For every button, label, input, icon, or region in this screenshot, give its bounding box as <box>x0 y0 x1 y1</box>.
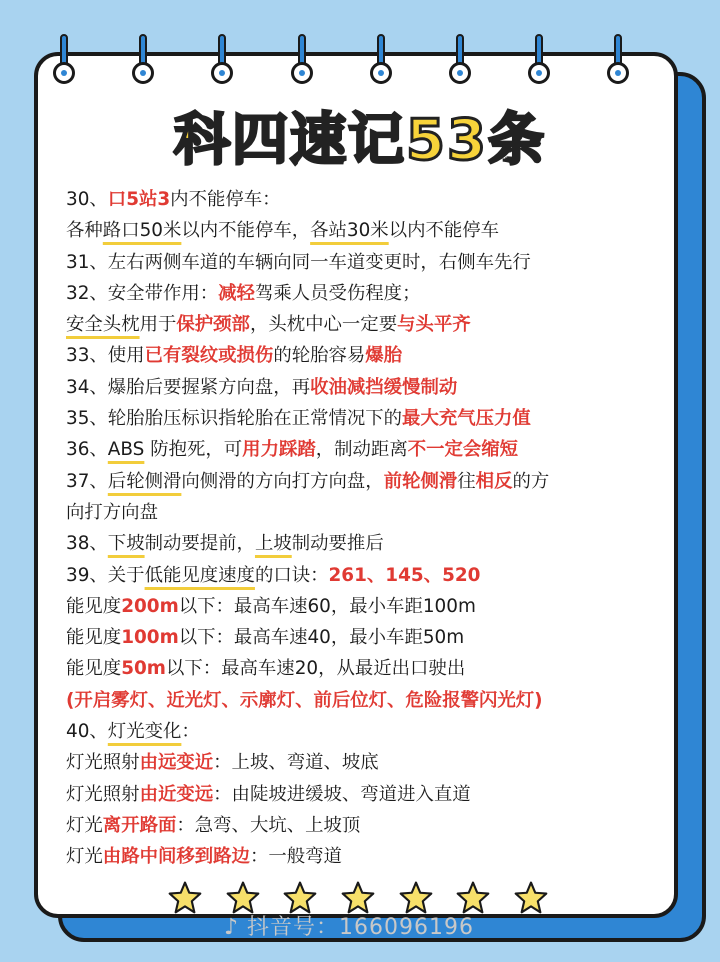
note-text: 能见度 <box>66 658 122 680</box>
underlined-text: 上坡 <box>254 533 292 555</box>
note-text: 灯光照射 <box>66 752 140 774</box>
highlight-text: 相反 <box>475 470 513 492</box>
note-text: ：急弯、大坑、上坡顶 <box>176 814 361 836</box>
note-text: 37、 <box>66 470 108 492</box>
binder-ring-icon <box>211 34 233 88</box>
note-text: 38、 <box>66 533 108 555</box>
binder-ring-icon <box>132 34 154 88</box>
note-text: 以内不能停车 <box>388 220 500 242</box>
highlight-text: 最大充气压力值 <box>402 408 531 430</box>
note-line <box>66 653 670 684</box>
note-text: 灯光 <box>66 814 103 836</box>
note-line <box>66 309 670 340</box>
note-text: ，制动距离 <box>315 439 408 461</box>
star-icon <box>168 880 202 914</box>
binder-ring-icon <box>291 34 313 88</box>
note-text: ：一般弯道 <box>249 846 342 868</box>
note-line <box>66 278 670 309</box>
note-line <box>66 622 670 653</box>
note-text: 33、使用 <box>66 345 145 367</box>
underlined-text: ABS <box>107 439 145 461</box>
note-text: 35、轮胎胎压标识指轮胎在正常情况下的 <box>66 408 403 430</box>
note-line <box>66 184 670 215</box>
note-text: ：由陡坡进缓坡、弯道进入直道 <box>213 783 471 805</box>
binder-ring-icon <box>370 34 392 88</box>
note-text: 的方 <box>512 470 550 492</box>
highlight-text: 与头平齐 <box>397 314 471 336</box>
note-line <box>66 747 670 778</box>
note-text: 用于 <box>139 314 177 336</box>
note-line <box>66 779 670 810</box>
note-line <box>66 716 670 747</box>
note-line <box>66 685 670 716</box>
underlined-text: 下坡 <box>107 533 145 555</box>
note-text: 的轮胎容易 <box>273 345 366 367</box>
notes-list <box>66 184 670 873</box>
note-text: 以下：最高车速60，最小车距100m <box>178 595 476 617</box>
watermark-text: 抖音号：166096196 <box>247 915 475 940</box>
note-line <box>66 528 670 559</box>
highlight-text: 由近变远 <box>139 783 214 805</box>
note-line <box>66 560 670 591</box>
note-text: ： <box>181 721 200 743</box>
page-title: 科四速记53条 <box>174 108 546 173</box>
note-text: 往 <box>457 470 476 492</box>
star-icon <box>341 880 375 914</box>
binder-ring-icon <box>607 34 629 88</box>
note-text: 向打方向盘 <box>66 501 158 523</box>
note-text: 各种 <box>66 220 103 242</box>
binder-ring-icon <box>449 34 471 88</box>
note-line <box>66 247 670 278</box>
binder-ring-icon <box>528 34 550 88</box>
star-icon <box>514 880 548 914</box>
highlight-text: 200m <box>121 595 179 617</box>
note-text: 40、 <box>66 721 108 743</box>
note-text: 的口诀： <box>254 564 329 586</box>
note-text: 39、关于 <box>66 564 145 586</box>
highlight-text: 由远变近 <box>139 752 214 774</box>
note-text: 以内不能停车， <box>181 220 311 242</box>
underlined-text: 路口50米 <box>102 220 182 242</box>
highlight-text: 爆胎 <box>365 345 403 367</box>
note-line <box>66 497 670 528</box>
tiktok-icon: ♪ <box>224 915 248 940</box>
note-text: 以下：最高车速40，最小车距50m <box>178 627 465 649</box>
highlight-text: 前轮侧滑 <box>383 470 458 492</box>
note-line <box>66 215 670 246</box>
highlight-text: 261、145、520 <box>328 564 481 586</box>
note-line <box>66 810 670 841</box>
highlight-text: 用力踩踏 <box>242 439 316 461</box>
note-text: ，头枕中心一定要 <box>249 314 398 336</box>
underlined-text: 后轮侧滑 <box>107 470 182 492</box>
note-text: 制动要提前， <box>144 533 255 555</box>
highlight-text: 收油减挡缓慢制动 <box>310 376 458 398</box>
note-text: 灯光 <box>66 846 103 868</box>
note-text: 以下：最高车速20，从最近出口驶出 <box>165 658 466 680</box>
highlight-text: 50m <box>121 658 166 680</box>
note-line <box>66 591 670 622</box>
star-icon <box>456 880 490 914</box>
note-text: 34、爆胎后要握紧方向盘，再 <box>66 376 311 398</box>
note-text: 32、安全带作用： <box>66 282 219 304</box>
note-line <box>66 403 670 434</box>
highlight-text: 减轻 <box>218 282 255 304</box>
highlight-text: 离开路面 <box>102 814 177 836</box>
note-line <box>66 434 670 465</box>
watermark <box>224 910 474 941</box>
note-text: 30、 <box>66 189 108 210</box>
note-text: 能见度 <box>66 595 122 617</box>
highlight-text: 100m <box>121 627 179 649</box>
highlight-text: 口5站3 <box>107 189 171 210</box>
highlight-text: 保护颈部 <box>176 314 250 336</box>
note-line <box>66 466 670 497</box>
underlined-text: 安全头枕 <box>66 314 140 336</box>
star-icon <box>283 880 317 914</box>
note-text: 灯光照射 <box>66 783 140 805</box>
note-line <box>66 340 670 371</box>
note-text: ：上坡、弯道、坡底 <box>213 752 379 774</box>
highlight-text: (开启雾灯、近光灯、示廓灯、前后位灯、危险报警闪光灯) <box>66 689 543 711</box>
note-text: 制动要推后 <box>291 533 384 555</box>
note-text: 能见度 <box>66 627 122 649</box>
note-text: 驾乘人员受伤程度； <box>254 282 421 304</box>
note-text: 向侧滑的方向打方向盘， <box>181 470 384 492</box>
star-icon <box>226 880 260 914</box>
note-text: 36、 <box>66 439 108 461</box>
underlined-text: 灯光变化 <box>107 721 182 743</box>
underlined-text: 低能见度速度 <box>144 564 255 586</box>
binder-ring-icon <box>53 34 75 88</box>
highlight-text: 已有裂纹或损伤 <box>144 345 274 367</box>
note-text: 31、左右两侧车道的车辆向同一车道变更时，右侧车先行 <box>66 251 531 273</box>
highlight-text: 不一定会缩短 <box>407 439 519 461</box>
highlight-text: 由路中间移到路边 <box>102 846 250 868</box>
note-line <box>66 841 670 872</box>
note-line <box>66 372 670 403</box>
note-text: 防抱死，可 <box>144 439 243 461</box>
note-text: 内不能停车： <box>170 189 281 210</box>
star-icon <box>399 880 433 914</box>
underlined-text: 各站30米 <box>310 220 389 242</box>
